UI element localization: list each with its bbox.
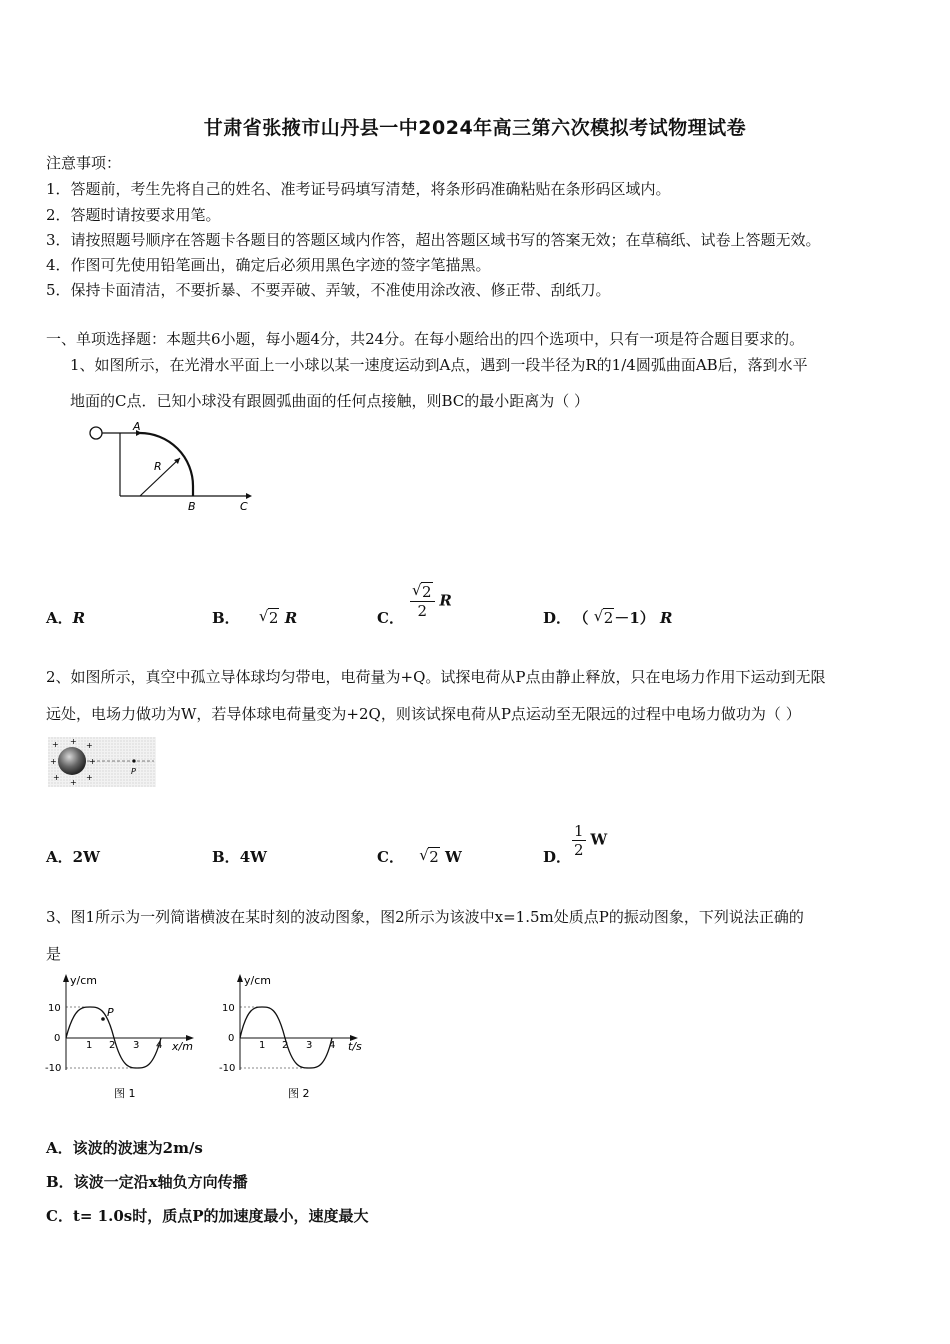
svg-text:+: +: [50, 757, 57, 766]
svg-text:+: +: [70, 778, 77, 787]
q1-option-a[interactable]: A．R: [46, 609, 86, 627]
svg-text:+: +: [86, 773, 93, 782]
q3-option-c[interactable]: C．t= 1.0s时，质点P的加速度最小，速度最大: [46, 1207, 369, 1225]
fig-label-R: R: [154, 460, 162, 473]
svg-text:-10: -10: [45, 1063, 62, 1074]
q1-option-b[interactable]: B． √ 2 R: [212, 607, 298, 627]
svg-text:4: 4: [329, 1040, 336, 1051]
fig2-caption: 图 2: [288, 1087, 310, 1100]
svg-text:+: +: [52, 740, 59, 749]
svg-text:2: 2: [109, 1040, 116, 1051]
q1-line2: 地面的C点．已知小球没有跟圆弧曲面的任何点接触，则BC的最小距离为（ ）: [70, 392, 590, 410]
fig1-ylabel: y/cm: [70, 974, 97, 987]
fig1-xlabel: x/m: [172, 1040, 193, 1053]
page-title: 甘肃省张掖市山丹县一中2024年高三第六次模拟考试物理试卷: [203, 117, 747, 139]
q3-option-b[interactable]: B．该波一定沿x轴负方向传播: [46, 1173, 248, 1191]
svg-text:4: 4: [156, 1040, 163, 1051]
q1-option-d[interactable]: D． （ √ 2－1） R: [543, 607, 673, 627]
q2-option-a[interactable]: A．2W: [46, 848, 100, 866]
svg-text:2: 2: [282, 1040, 289, 1051]
svg-text:10: 10: [222, 1003, 235, 1014]
charged-sphere-icon: [58, 747, 86, 775]
fig-label-A: A: [133, 420, 141, 433]
fig2-xlabel: t/s: [348, 1040, 362, 1053]
q3-option-a[interactable]: A．该波的波速为2m/s: [46, 1139, 203, 1157]
svg-text:1: 1: [86, 1040, 93, 1051]
fig1-caption: 图 1: [114, 1087, 136, 1100]
svg-text:0: 0: [54, 1033, 61, 1044]
notice-heading: 注意事项：: [46, 154, 122, 172]
fig1-point-P: P: [107, 1006, 114, 1019]
notice-item-3: 3．请按照题号顺序在答题卡各题目的答题区域内作答，超出答题区域书写的答案无效；在草稿纸、试卷上答题无效。: [46, 231, 821, 249]
fig-label-C: C: [240, 500, 248, 513]
notice-item-1: 1．答题前，考生先将自己的姓名、准考证号码填写清楚，将条形码准确粘贴在条形码区域内。: [46, 180, 671, 198]
svg-text:10: 10: [48, 1003, 61, 1014]
svg-text:+: +: [70, 737, 77, 746]
svg-text:+: +: [53, 773, 60, 782]
svg-text:0: 0: [228, 1033, 235, 1044]
notice-item-5: 5．保持卡面清洁，不要折暴、不要弄破、弄皱，不准使用涂改液、修正带、刮纸刀。: [46, 281, 611, 299]
svg-text:-10: -10: [219, 1063, 236, 1074]
q2-figure: [48, 737, 156, 787]
fig2-ylabel: y/cm: [244, 974, 271, 987]
q2-option-b[interactable]: B．4W: [212, 848, 267, 866]
q2-option-d-fraction: $\frac{1}{2}$ W: [574, 822, 608, 859]
q3-line2: 是: [46, 945, 62, 963]
fig-label-P: P: [131, 767, 136, 776]
q3-figure-2: [214, 970, 374, 1105]
svg-text:+: +: [89, 757, 96, 766]
notice-item-2: 2．答题时请按要求用笔。: [46, 206, 221, 224]
q1-option-c-fraction: √ 2 2 R: [412, 581, 452, 620]
q2-line1: 2、如图所示，真空中孤立导体球均匀带电，电荷量为+Q。试探电荷从P点由静止释放，只在电场力作用下运动到无限: [46, 668, 826, 686]
svg-text:3: 3: [133, 1040, 140, 1051]
q1-figure: [84, 418, 264, 518]
section-heading: 一、单项选择题：本题共6小题，每小题4分，共24分。在每小题给出的四个选项中，只有一项是符合题目要求的。: [46, 330, 805, 348]
notice-item-4: 4．作图可先使用铅笔画出，确定后必须用黑色字迹的签字笔描黑。: [46, 256, 491, 274]
q1-option-c[interactable]: C．: [377, 609, 404, 627]
q2-option-c[interactable]: C． √ 2 W: [377, 846, 462, 866]
svg-text:+: +: [86, 741, 93, 750]
ball-icon: [90, 427, 102, 439]
fig-label-B: B: [188, 500, 196, 513]
q3-line1: 3、图1所示为一列简谐横波在某时刻的波动图象，图2所示为该波中x=1.5m处质点P的振动图象，下列说法正确的: [46, 908, 804, 926]
q2-line2: 远处，电场力做功为W，若导体球电荷量变为+2Q，则该试探电荷从P点运动至无限远的过程中电场力做功为（ ）: [46, 705, 801, 723]
q3-figure-1: [40, 970, 205, 1105]
q1-line1: 1、如图所示，在光滑水平面上一小球以某一速度运动到A点，遇到一段半径为R的1/4圆弧曲面AB后，落到水平: [70, 356, 808, 374]
svg-text:1: 1: [259, 1040, 266, 1051]
q2-option-d[interactable]: D．: [543, 848, 572, 866]
svg-text:3: 3: [306, 1040, 313, 1051]
